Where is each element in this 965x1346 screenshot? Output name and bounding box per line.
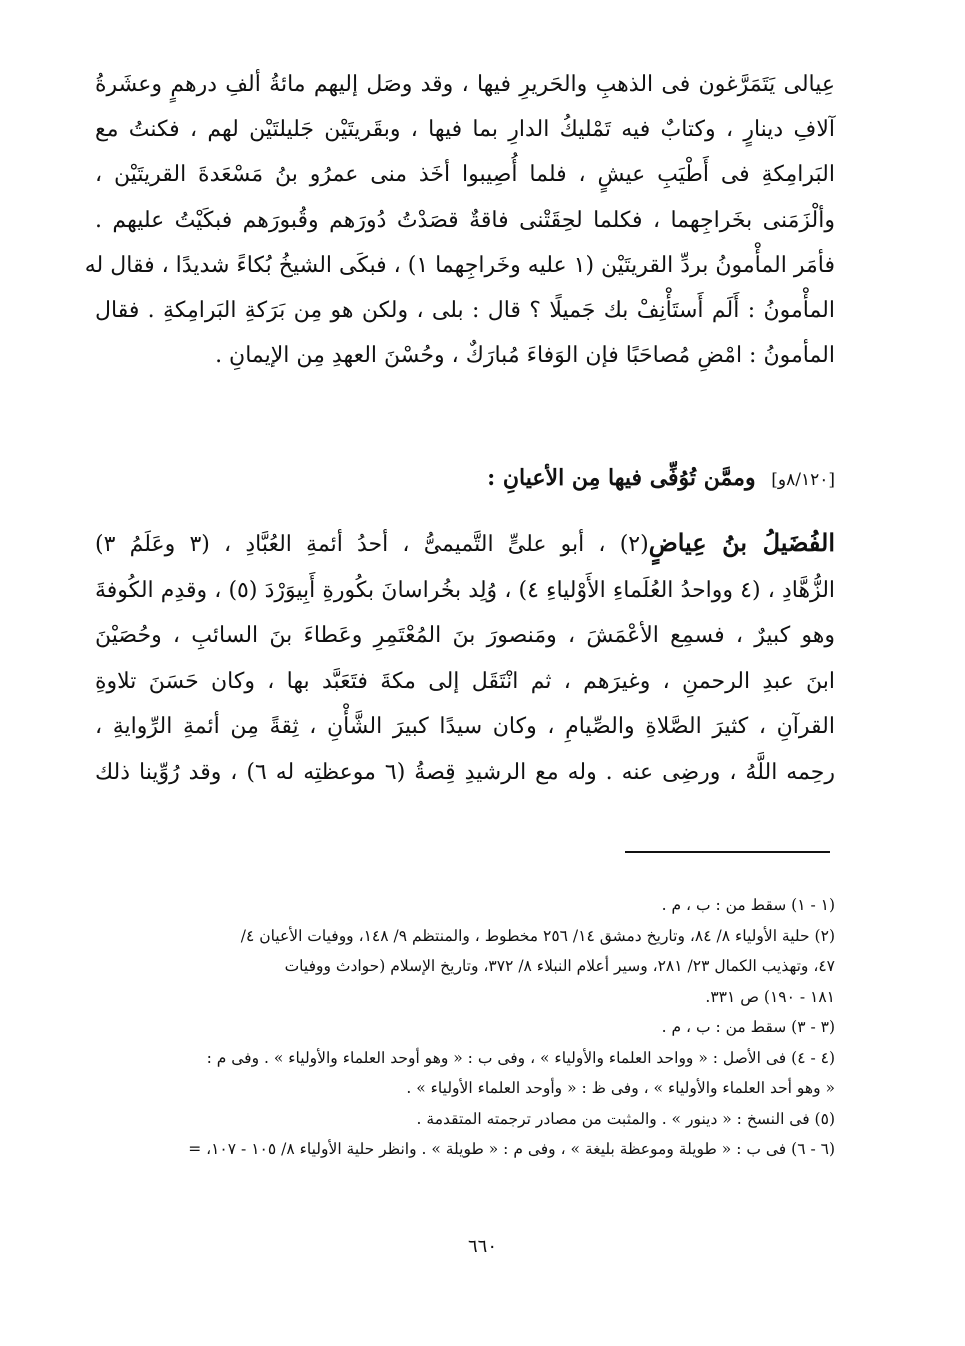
- text-line: البَرامِكةِ فى أَطْيَبِ عيشٍ ، فلما أُصِيبوا أخَذ منى عمرُو بنُ مَسْعَدةَ القريتَيْن ،: [95, 162, 836, 188]
- text-line: رحِمه اللَّهُ ، ورضِى عنه . وله مع الرشيدِ قِصةُ (٦ موعظتِه له ٦) ، وقد رُوِّينا ذلك: [95, 759, 835, 785]
- footnote-separator: [625, 851, 830, 853]
- section-heading: [95, 458, 835, 500]
- text-fragment: (٢) ، أبو علىٍّ التَّميمىُّ ، أحدُ أئمةِ العُبَّادِ ، (٣ وعَلَمُ ٣): [95, 532, 649, 557]
- text-line: ابنَ عبدِ الرحمنِ ، وغيرَهم ، ثم انْتَقَل إلى مكةَ فتَعَبَّد بها ، وكان حَسَنَ تلاوةِ: [95, 668, 835, 694]
- text-line: وألْزَمَنى بخَراجِهما ، فكلما لحِقَتْنى فاقةٌ قصَدْتُ دُورَهم وقُبورَهم فبكَيْتُ عليهم .: [95, 207, 835, 233]
- footnote-continuation: « وهو أحد العلماء والأولياء » ، وفى ظ : « وأوحد العلماء الأولياء » .: [406, 1079, 835, 1097]
- text-line: [95, 520, 835, 568]
- page-number: ٦٦٠: [467, 1236, 497, 1257]
- footnote: (٥) فى النسخ : « دينور » . والمثبت من مصادر ترجمته المتقدمة .: [416, 1109, 835, 1128]
- footnote: (٦ - ٦) فى ب : « طويلة وموعظة بليغة » ، وفى م : « طويلة » . وانظر حلية الأولياء ٨/ ١٠٥ - ١٠٧، =: [188, 1140, 835, 1158]
- text-line: فأمَر المأْمونُ بردِّ القريتَيْن (١ عليه وخَراجِهما ١) ، فبكَى الشيخُ بُكاءً شديدًا ، فقال له: [84, 252, 835, 278]
- footnote: (٢) حلية الأولياء ٨/ ٨٤، وتاريخ دمشق ١٤/ ٢٥٦ مخطوط ، والمنتظم ٩/ ١٤٨، ووفيات الأعيان ٤/: [240, 926, 835, 945]
- footnote-continuation: ١٨١ - ١٩٠) ص ٣٣١.: [705, 987, 835, 1006]
- biography-paragraph: [95, 520, 835, 795]
- text-line: المأْمونُ : أَلَم أَستَأْنِفْ بك جَميلًا ؟ قال : بلى ، ولكن هو مِن بَرَكةِ البَرامِكةِ . فقال: [95, 298, 835, 324]
- text-line: الزُّهَّادِ ، (٤ وواحدُ العُلَماءِ الأَوْلياءِ ٤) ، وُلِد بخُراسانَ بكُورةِ أَبِيوَرْدَ (٥) ، وقدِم الكُوفةَ: [95, 577, 836, 603]
- footnotes: [95, 890, 835, 1165]
- manuscript-ref: [٨/١٢٠و]: [771, 470, 835, 490]
- text-line: وهو كبيرٌ ، فسمِع الأعْمَشَ ، ومَنصورَ بنَ المُعْتَمِرِ وعَطاءَ بنَ السائبِ ، وحُصَيْنَ: [95, 623, 835, 648]
- footnote-continuation: ٤٧، وتهذيب الكمال ٢٣/ ٢٨١، وسير أعلام النبلاء ٨/ ٣٧٢، وتاريخ الإسلام (حوادث ووفيات: [284, 957, 835, 975]
- text-line: المأمونُ : امْضِ مُصاحَبًا فإن الوَفاءَ مُبارَكٌ ، وحُسْنَ العهدِ مِن الإيمانِ .: [215, 343, 835, 369]
- person-name: الفُضَيلُ بنُ عِياضٍ: [648, 528, 835, 557]
- text-line: آلافِ دينارٍ ، وكتابٌ فيه تَمْليكُ الدارِ بما فيها ، وبقَريتَيْن جَليلتَيْن لهم ، فكنتُ مع: [95, 117, 835, 143]
- heading-text: وممَّن تُوُفِّى فيها مِن الأعيانِ :: [487, 465, 756, 491]
- text-line: عِيالى يَتَمَرَّغون فى الذهبِ والحَريرِ فيها ، وقد وصَل إليهم مائةُ ألفِ درهمٍ وعشَرةُ: [95, 72, 835, 97]
- main-paragraph: [84, 62, 836, 378]
- text-line: القرآنِ ، كثيرَ الصَّلاةِ والصِّيامِ ، وكان سيدًا كبيرَ الشَّأْنِ ، ثِقةً مِن أئمةِ الرِّوايةِ ،: [95, 714, 835, 739]
- footnote: (١ - ١) سقط من : ب ، م .: [661, 896, 835, 914]
- footnote: (٣ - ٣) سقط من : ب ، م .: [661, 1018, 835, 1036]
- footnote: (٤ - ٤) فى الأصل : « وواحد العلماء والأولياء » ، وفى ب : « وهو أوحد العلماء والأولياء » . وفى م :: [206, 1048, 835, 1067]
